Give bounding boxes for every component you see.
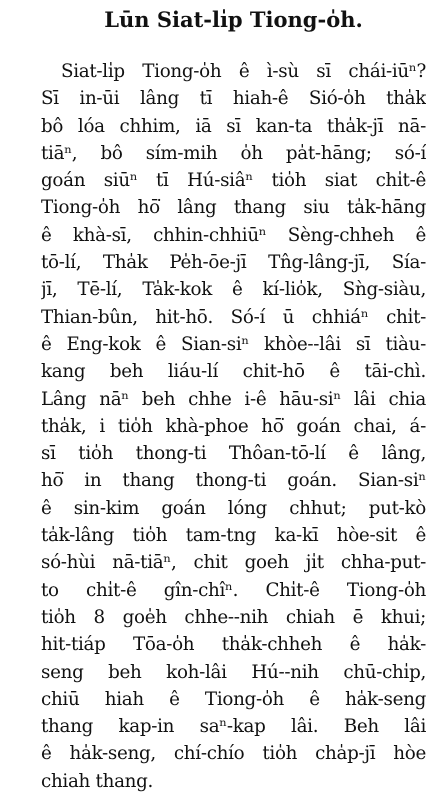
body-line: hō͘ in thang thong-ti goán. Sian-siⁿ bbox=[41, 470, 426, 492]
body-line: to chi̍t-ê gîn-chîⁿ. Chi̍t-ê Tiong-o̍h bbox=[41, 579, 426, 601]
body-line: seng beh koh-lâi Hú--nih chū-chi̍p, bbox=[41, 661, 426, 683]
body-line: jī, Tē-lí, Ta̍k-kok ê kí-lio̍k, Sǹg-siàu, bbox=[41, 279, 426, 301]
body-line: hit-tiáp Tōa-o̍h tha̍k-chheh ê ha̍k- bbox=[41, 634, 426, 656]
body-line: Lâng nāⁿ beh chhe i-ê hāu-siⁿ lâi chia bbox=[41, 388, 426, 410]
body-line: ta̍k-lâng tio̍h tam-tng ka-kī hòe-sit ê bbox=[41, 525, 426, 547]
body-line: Tiong-o̍h hō͘ lâng thang siu ta̍k-hāng bbox=[41, 197, 426, 219]
body-line: thang kap-in saⁿ-kap lâi. Beh lâi bbox=[41, 716, 426, 738]
body-line: chiah thang. bbox=[41, 770, 154, 792]
body-line: goán siūⁿ tī Hú-siâⁿ tio̍h siat chi̍t-ê bbox=[41, 170, 426, 192]
body-line: tō-lí, Tha̍k Pe̍h-ōe-jī Tn̂g-lâng-jī, Sía- bbox=[41, 252, 426, 274]
body-line: bô lóa chhim, iā sī kan-ta tha̍k-jī nā- bbox=[41, 115, 426, 137]
body-line: ê ha̍k-seng, chí-chío tio̍h cha̍p-jī hòe bbox=[41, 743, 426, 765]
body-line: Thian-bûn, hit-hō. Só-í ū chhiáⁿ chi̍t- bbox=[41, 306, 426, 328]
body-line: Siat-li̍p Tiong-o̍h ê ì-sù sī chái-iūⁿ? bbox=[61, 61, 426, 82]
body-line: ê sin-kim goán lóng chhut; put-kò bbox=[41, 497, 426, 519]
article-body bbox=[41, 58, 426, 795]
body-line: tio̍h 8 goe̍h chhe--nih chiah ē khui; bbox=[41, 606, 426, 628]
body-line: kang beh liáu-lí chit-hō ê tāi-chì. bbox=[41, 361, 426, 383]
body-line: chiū hiah ê Tiong-o̍h ê ha̍k-seng bbox=[41, 688, 426, 710]
body-line: sī tio̍h thong-ti Thôan-tō-lí ê lâng, bbox=[41, 443, 426, 465]
body-line: só-hùi nā-tiāⁿ, chit goeh ji̍t chha-put- bbox=[41, 552, 426, 574]
body-line: ê Eng-kok ê Sian-siⁿ khòe--lâi sī tiàu- bbox=[41, 333, 426, 355]
body-line: ê khà-sī, chhin-chhiūⁿ Sèng-chheh ê bbox=[41, 224, 426, 246]
body-line: tha̍k, i tio̍h khà-phoe hō͘ goán chai, á- bbox=[41, 415, 426, 437]
body-line: Sī in-ūi lâng tī hiah-ê Sió-o̍h tha̍k bbox=[41, 88, 426, 110]
article-title: Lūn Siat-li̍p Tiong-o̍h. bbox=[104, 7, 363, 32]
body-line: tiāⁿ, bô sím-mih o̍h pa̍t-hāng; só-í bbox=[41, 142, 426, 164]
